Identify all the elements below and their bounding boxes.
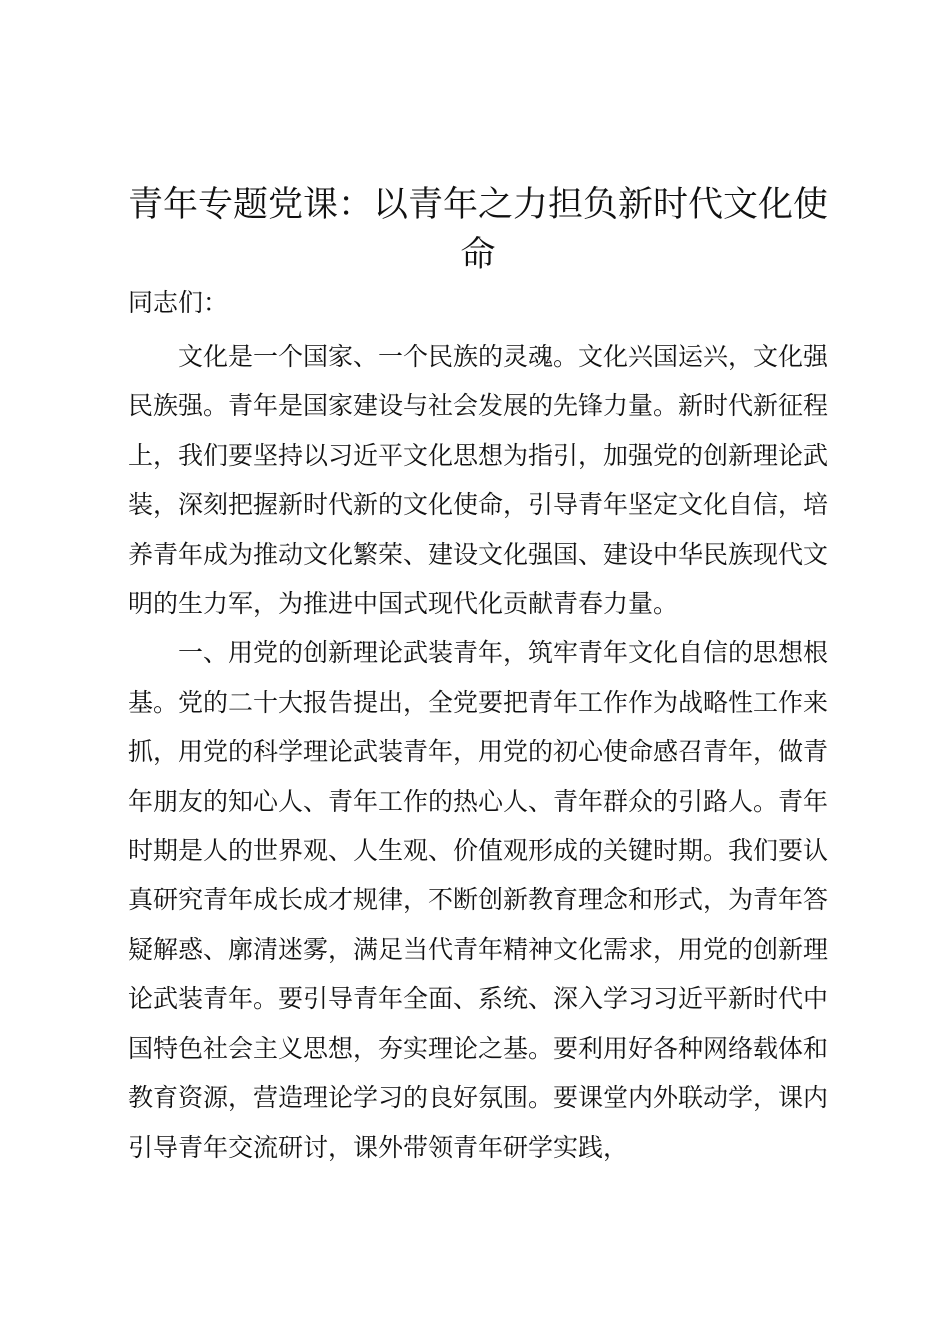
paragraph-section-one: 一、用党的创新理论武装青年，筑牢青年文化自信的思想根基。党的二十大报告提出，全党要把青年工作作为战略性工作来抓，用党的科学理论武装青年，用党的初心使命感召青年，做青年朋友的知心人、青年工作的热心人、青年群众的引路人。青年时期是人的世界观、人生观、价值观形成的关键时期。我们要认真研究青年成长成才规律，不断创新教育理念和形式，为青年答疑解惑、廓清迷雾，满足当代青年精神文化需求，用党的创新理论武装青年。要引导青年全面、系统、深入学习习近平新时代中国特色社会主义思想，夯实理论之基。要利用好各种网络载体和教育资源，营造理论学习的良好氛围。要课堂内外联动学，课内引导青年交流研讨，课外带领青年研学实践， xyxy=(128,638,829,1162)
salutation: 同志们： xyxy=(128,288,229,317)
document-title: 青年专题党课：以青年之力担负新时代文化使命 xyxy=(127,185,828,275)
paragraph-intro: 文化是一个国家、一个民族的灵魂。文化兴国运兴，文化强民族强。青年是国家建设与社会发展的先锋力量。新时代新征程上，我们要坚持以习近平文化思想为指引，加强党的创新理论武装，深刻把握新时代新的文化使命，引导青年坚定文化自信，培养青年成为推动文化繁荣、建设文化强国、建设中华民族现代文明的生力军，为推进中国式现代化贡献青春力量。 xyxy=(128,342,829,619)
document-body xyxy=(128,332,828,1172)
